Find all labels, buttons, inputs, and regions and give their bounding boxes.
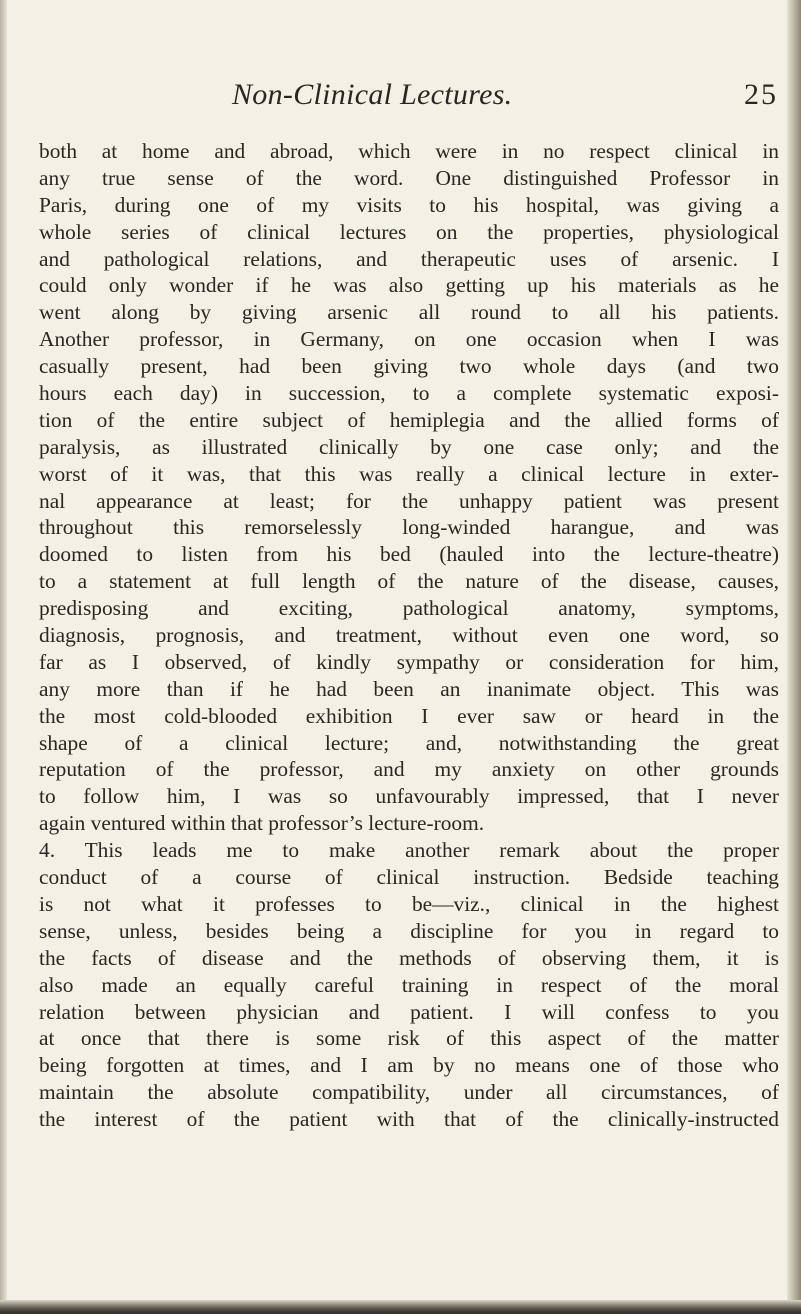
text-line: Another professor, in Germany, on one occasion when I was xyxy=(39,327,779,352)
text-line: sense, unless, besides being a discipline for you in regard to xyxy=(39,918,779,943)
text-line: worst of it was, that this was really a clinical lecture in exter- xyxy=(39,461,779,486)
text-line: hours each day) in succession, to a complete systematic exposi- xyxy=(39,381,779,406)
text-line: any more than if he had been an inanimate object. This was xyxy=(39,676,779,701)
text-line: went along by giving arsenic all round to all his patients. xyxy=(39,300,779,325)
text-line: being forgotten at times, and I am by no means one of those who xyxy=(39,1053,779,1078)
text-line: relation between physician and patient. I will confess to you xyxy=(39,999,779,1024)
text-line: shape of a clinical lecture; and, notwithstanding the great xyxy=(39,730,779,755)
text-line: to a statement at full length of the nature of the disease, causes, xyxy=(39,569,779,594)
page-number: 25 xyxy=(744,78,778,111)
text-line: the interest of the patient with that of the clinically-instructed xyxy=(39,1107,779,1132)
text-line: both at home and abroad, which were in no respect clinical in xyxy=(39,139,779,163)
text-line: reputation of the professor, and my anxiety on other grounds xyxy=(39,757,779,782)
text-line: Paris, during one of my visits to his hospital, was giving a xyxy=(39,192,779,217)
text-line: whole series of clinical lectures on the properties, physiological xyxy=(39,219,779,244)
text-line: also made an equally careful training in respect of the moral xyxy=(39,972,779,997)
running-title: Non-Clinical Lectures. xyxy=(232,78,513,111)
text-line: tion of the entire subject of hemiplegia and the allied forms of xyxy=(39,407,779,432)
text-line: maintain the absolute compatibility, under all circumstances, of xyxy=(39,1080,779,1105)
text-line: is not what it professes to be—viz., clinical in the highest xyxy=(39,891,779,916)
running-head xyxy=(0,78,801,118)
page-bottom-edge xyxy=(0,1300,801,1314)
text-line: could only wonder if he was also getting up his materials as he xyxy=(39,273,779,298)
text-line: throughout this remorselessly long-winded harangue, and was xyxy=(39,515,779,540)
text-line: casually present, had been giving two whole days (and two xyxy=(39,354,779,379)
text-line: far as I observed, of kindly sympathy or consideration for him, xyxy=(39,649,779,674)
page-left-edge xyxy=(0,0,7,1314)
text-line: diagnosis, prognosis, and treatment, without even one word, so xyxy=(39,623,779,648)
page-right-edge xyxy=(787,0,801,1314)
text-line: paralysis, as illustrated clinically by one case only; and the xyxy=(39,434,779,459)
text-line: predisposing and exciting, pathological anatomy, symptoms, xyxy=(39,596,779,621)
text-line: to follow him, I was so unfavourably impressed, that I never xyxy=(39,784,779,809)
body-text xyxy=(39,138,779,1133)
text-line: any true sense of the word. One distinguished Professor in xyxy=(39,165,779,190)
text-line: at once that there is some risk of this aspect of the matter xyxy=(39,1026,779,1051)
text-line: the facts of disease and the methods of observing them, it is xyxy=(39,945,779,970)
text-line: nal appearance at least; for the unhappy patient was present xyxy=(39,488,779,513)
text-line: the most cold-blooded exhibition I ever saw or heard in the xyxy=(39,703,779,728)
text-line: 4. This leads me to make another remark about the proper xyxy=(39,838,779,863)
text-line: conduct of a course of clinical instruction. Bedside teaching xyxy=(39,865,779,890)
text-line: doomed to listen from his bed (hauled into the lecture-theatre) xyxy=(39,542,779,567)
text-line: again ventured within that professor’s lecture-room. xyxy=(39,811,485,836)
text-line: and pathological relations, and therapeutic uses of arsenic. I xyxy=(39,246,779,271)
